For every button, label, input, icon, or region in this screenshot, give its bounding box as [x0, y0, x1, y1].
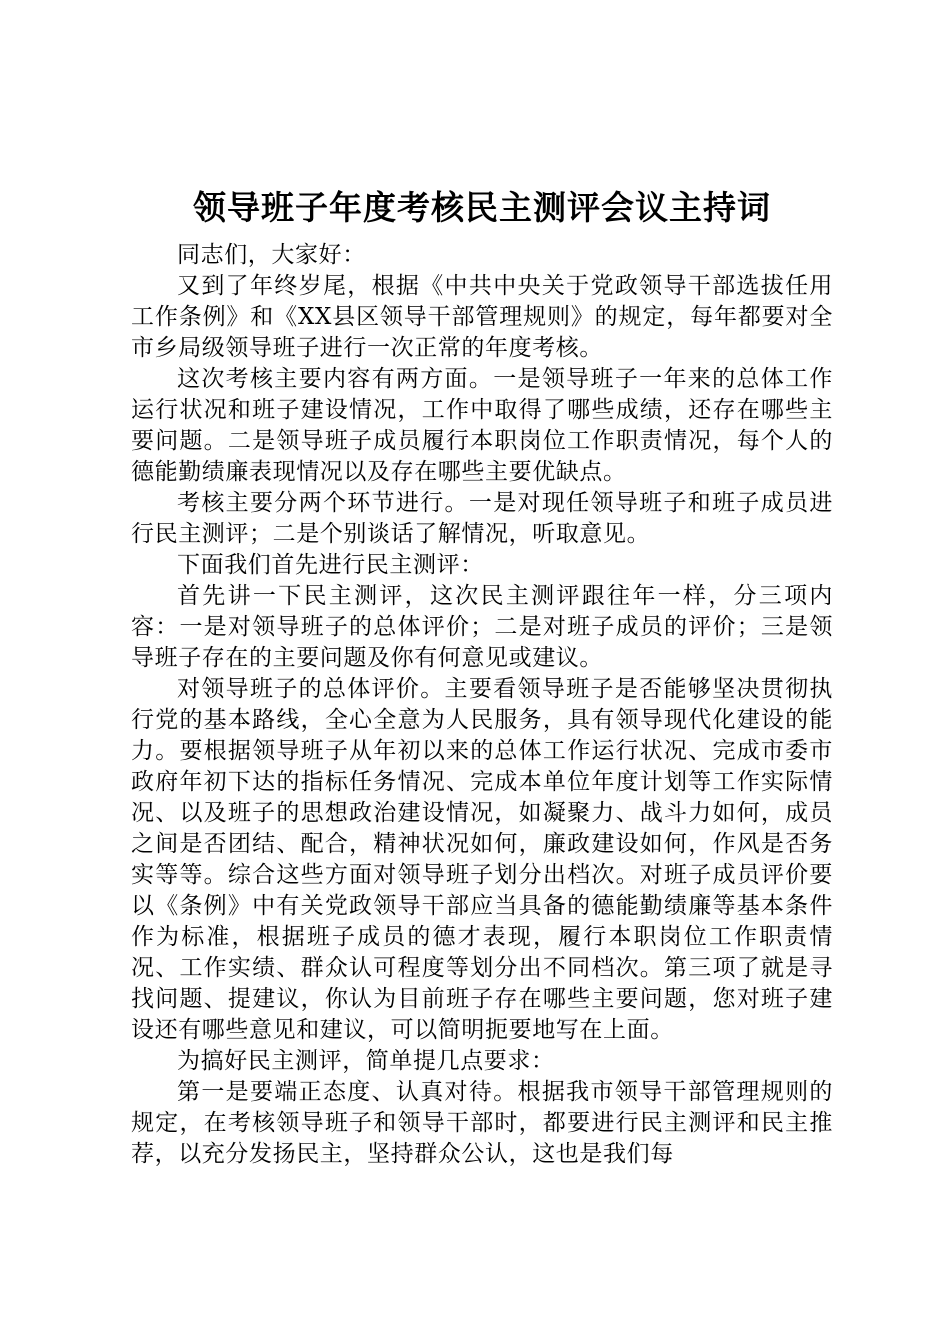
paragraph-background: 又到了年终岁尾，根据《中共中央关于党政领导干部选拔任用工作条例》和《XX县区领导干部管理规则》的规定，每年都要对全市乡局级领导班子进行一次正常的年度考核。 [131, 273, 833, 361]
paragraph-assessment-content: 这次考核主要内容有两方面。一是领导班子一年来的总体工作运行状况和班子建设情况，工作中取得了哪些成绩，还存在哪些主要问题。二是领导班子成员履行本职岗位工作职责情况，每个人的德能勤绩廉表现情况以及存在哪些主要优缺点。 [131, 366, 833, 485]
paragraph-requirement-first: 第一是要端正态度、认真对待。根据我市领导干部管理规则的规定，在考核领导班子和领导干部时，都要进行民主测评和民主推荐，以充分发扬民主，坚持群众公认，这也是我们每 [131, 1079, 833, 1167]
document-body [131, 186, 833, 1170]
document-title: 领导班子年度考核民主测评会议主持词 [193, 188, 771, 227]
paragraph-requirements-intro: 为搞好民主测评，简单提几点要求： [177, 1048, 555, 1074]
paragraph-greeting: 同志们，大家好： [177, 242, 366, 268]
paragraph-assessment-steps: 考核主要分两个环节进行。一是对现任领导班子和班子成员进行民主测评；二是个别谈话了解情况，听取意见。 [131, 490, 833, 547]
paragraph-evaluation-items: 首先讲一下民主测评，这次民主测评跟往年一样，分三项内容：一是对领导班子的总体评价；二是对班子成员的评价；三是领导班子存在的主要问题及你有何意见或建议。 [131, 583, 833, 671]
paragraph-start-evaluation: 下面我们首先进行民主测评： [177, 552, 484, 578]
paragraph-overall-evaluation: 对领导班子的总体评价。主要看领导班子是否能够坚决贯彻执行党的基本路线，全心全意为人民服务，具有领导现代化建设的能力。要根据领导班子从年初以来的总体工作运行状况、完成市委市政府年初下达的指标任务情况、完成本单位年度计划等工作实际情况、以及班子的思想政治建设情况，如凝聚力、战斗力如何，成员之间是否团结、配合，精神状况如何，廉政建设如何，作风是否务实等等。综合这些方面对领导班子划分出档次。对班子成员评价要以《条例》中有关党政领导干部应当具备的德能勤绩廉等基本条件作为标准，根据班子成员的德才表现，履行本职岗位工作职责情况、工作实绩、群众认可程度等划分出不同档次。第三项了就是寻找问题、提建议，你认为目前班子存在哪些主要问题，您对班子建设还有哪些意见和建议，可以简明扼要地写在上面。 [131, 676, 833, 1043]
